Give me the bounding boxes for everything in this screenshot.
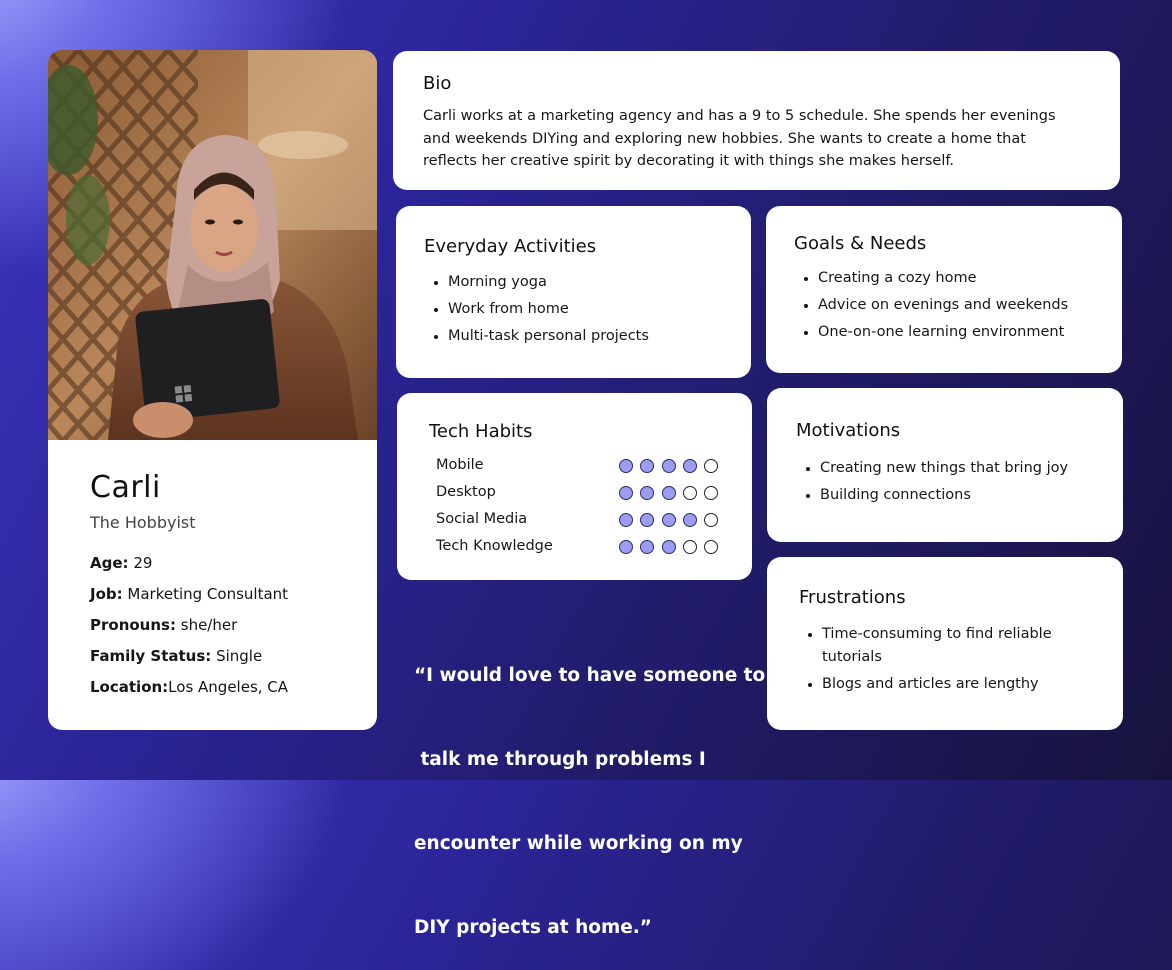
rating-dot-filled [619,486,633,500]
rating-dot-filled [619,540,633,554]
list-item: Creating new things that bring joy [805,457,1068,480]
goals-needs-title: Goals & Needs [794,233,927,254]
persona-quote [414,606,766,970]
pronouns-row [90,616,288,647]
motivations-list [805,457,1068,507]
list-item: Creating a cozy home [803,267,1068,290]
goals-needs-list [803,267,1068,344]
rating-dot-filled [619,513,633,527]
persona-role: The Hobbyist [90,513,196,532]
age-label: Age: [90,554,129,572]
motivations-title: Motivations [796,420,901,441]
rating-dot-filled [640,540,654,554]
rating-dot-filled [662,459,676,473]
rating-dot-empty [704,459,718,473]
rating-dot-filled [640,459,654,473]
rating-dot-filled [619,459,633,473]
tech-habit-label: Tech Knowledge [436,538,553,554]
quote-line: “I would love to have someone to [414,665,766,686]
list-item: Advice on evenings and weekends [803,294,1068,317]
rating-dot-filled [662,513,676,527]
tech-habits-card [397,393,752,580]
location-value: Los Angeles, CA [168,678,289,696]
rating-dot-empty [704,513,718,527]
quote-line: encounter while working on my [414,833,743,854]
list-item: One-on-one learning environment [803,321,1068,344]
pronouns-label: Pronouns: [90,616,176,634]
rating-dot-filled [640,486,654,500]
everyday-activities-card [396,206,751,378]
family-label: Family Status: [90,647,212,665]
rating-dot-filled [662,486,676,500]
list-item: Morning yoga [433,271,649,294]
bio-line: Carli works at a marketing agency and has a 9 to 5 schedule. She spends her evenings [423,108,1056,124]
age-value: 29 [133,554,153,572]
quote-line: DIY projects at home.” [414,917,652,938]
tech-habit-label: Mobile [436,457,484,473]
rating-dot-filled [662,540,676,554]
list-item: Time-consuming to find reliable [807,623,1052,646]
age-row [90,554,288,585]
rating-dot-empty [683,540,697,554]
quote-line: talk me through problems I [414,749,706,770]
pronouns-value: she/her [180,616,238,634]
persona-name: Carli [90,470,161,505]
bio-line: reflects her creative spirit by decorating it with things she makes herself. [423,153,955,169]
list-item-continuation [807,646,1052,669]
tech-habit-label: Desktop [436,484,496,500]
location-label: Location: [90,678,169,696]
rating-dot-empty [704,486,718,500]
list-item: Multi-task personal projects [433,325,649,348]
rating-dots [619,459,725,473]
bio-title: Bio [423,73,452,94]
tech-habit-row [436,457,726,477]
frustrations-title: Frustrations [799,587,906,608]
tech-habit-label: Social Media [436,511,528,527]
job-row [90,585,288,616]
bio-card [393,51,1120,190]
bio-text [423,105,1113,173]
tech-habit-row [436,538,726,558]
everyday-activities-title: Everyday Activities [424,236,597,257]
rating-dot-filled [683,513,697,527]
rating-dot-filled [683,459,697,473]
tech-habit-row [436,484,726,504]
family-row [90,647,288,678]
profile-card [48,50,377,730]
location-row [90,678,288,709]
tech-habit-row [436,511,726,531]
rating-dots [619,486,725,500]
rating-dot-empty [704,540,718,554]
rating-dots [619,540,725,554]
tech-habits-title: Tech Habits [429,421,533,442]
goals-needs-card [766,206,1122,373]
frustrations-list [807,623,1052,695]
list-item: Building connections [805,484,1068,507]
profile-photo [48,50,377,440]
list-item: Work from home [433,298,649,321]
everyday-activities-list [433,271,649,348]
job-value: Marketing Consultant [127,585,289,603]
motivations-card [767,388,1123,542]
rating-dot-filled [640,513,654,527]
list-item: Blogs and articles are lengthy [807,673,1052,696]
rating-dots [619,513,725,527]
job-label: Job: [90,585,123,603]
rating-dot-empty [683,486,697,500]
bio-line: and weekends DIYing and exploring new hobbies. She wants to create a home that [423,130,1026,147]
list-item-continuation-text: tutorials [822,648,882,665]
family-value: Single [216,647,263,665]
frustrations-card [767,557,1123,730]
